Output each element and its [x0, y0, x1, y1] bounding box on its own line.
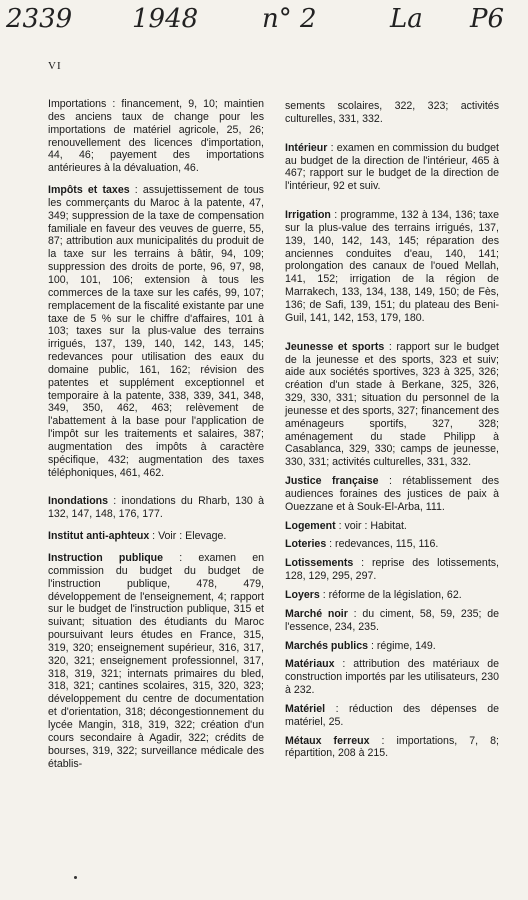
entry-text: : du ciment, 58, 59, 235; de l'essence, 234, 235. — [285, 607, 499, 633]
index-entry — [285, 589, 499, 602]
index-entry — [285, 520, 499, 533]
entry-text: : reprise des lotissements, 128, 129, 295, 297. — [285, 557, 499, 583]
right-column — [285, 100, 499, 766]
left-column — [48, 98, 264, 779]
entry-term: Jeunesse et sports — [285, 340, 385, 353]
entry-term: Lotissements — [285, 557, 354, 570]
entry-text: : réforme de la législation, 62. — [319, 589, 462, 601]
index-entry — [285, 538, 499, 551]
entry-term: Matériaux — [285, 658, 335, 671]
entry-text: : rapport sur le budget de la jeunesse et des sports, 323 et suiv; aide aux sociétés sportives, 323 à 325, 326; création d'un stade à Berkane, 325, 326, 329, 330, 331; situation du personnel de la jeunesse et des sports, 327; financement des aménageurs sportifs, 327, 328; aménagement du stade Philipp à Casablanca, 329, 330; camps de jeunesse, 330, 331; activités culturelles, 331, 332. — [285, 340, 499, 469]
entry-text: : réduction des dépenses de matériel, 25. — [285, 702, 499, 728]
entry-text: : examen en commission du budget du budget de l'instruction publique, 478, 479, développement de l'enseignement, 4; rapport sur le budget de l'instruction publique, 315 et suivant; situation des étudiants du Maroc poursuivant leurs études en France, 315, 319, 320; enseignement supérieur, 316, 317, 320, 321; enseignement professionnel, 317, 318, 319, 321; internats primaires du bled, 318, 321; cantines scolaires, 315, 320, 323; développement du centre de documentation et d'orientation, 318; décongestionnement du lycée Mangin, 318, 319, 322; création d'un cours secondaire à Agadir, 322; crédits de bourses, 319, 322; surveillance médicale des établis- — [48, 552, 264, 770]
entry-term: Intérieur — [285, 141, 328, 154]
entry-text: sements scolaires, 322, 323; activités culturelles, 331, 332. — [285, 100, 499, 125]
entry-text: : rétablissement des audiences foraines des justices de paix à Ouezzane et à Souk-El-Arba, 111. — [285, 475, 499, 513]
entry-text: : régime, 149. — [368, 639, 436, 652]
entry-text: : examen en commission du budget au budget de la direction de l'intérieur, 465 à 467; rapport sur le budget de la direction de l'intérieur, 92 et suiv. — [285, 141, 499, 193]
entry-text: : inondations du Rharb, 130 à 132, 147, 148, 176, 177. — [48, 495, 264, 521]
index-entry — [285, 703, 499, 729]
entry-text: : importations, 7, 8; répartition, 208 à 215. — [285, 734, 499, 760]
entry-text: : attribution des matériaux de construction importés par les utilisateurs, 230 à 232. — [285, 658, 499, 697]
entry-term: Justice française — [285, 475, 379, 488]
page-number: VI — [48, 60, 62, 72]
index-entry — [285, 142, 499, 193]
index-entry — [48, 530, 264, 543]
entry-text: : redevances, 115, 116. — [326, 538, 439, 551]
index-entry — [48, 552, 264, 770]
index-entry — [285, 640, 499, 653]
entry-term: Institut anti-aphteux — [48, 530, 150, 543]
index-entry — [48, 184, 264, 479]
index-entry — [285, 475, 499, 514]
entry-term: Métaux ferreux — [285, 734, 370, 747]
index-entry — [285, 341, 499, 469]
entry-term: Inondations — [48, 495, 109, 508]
handwritten-issue: n° 2 — [262, 4, 317, 34]
entry-term: Instruction publique — [48, 552, 164, 564]
index-entry — [285, 557, 499, 583]
entry-term: Matériel — [285, 702, 326, 715]
index-entry — [285, 735, 499, 761]
handwritten-number: 2339 — [6, 4, 73, 34]
entry-term: Impôts et taxes — [48, 184, 130, 197]
entry-term: Loyers — [285, 589, 320, 601]
entry-term: Loteries — [285, 538, 327, 551]
entry-text: Importations : financement, 9, 10; maintien des anciens taux de change pour les importations de matériel agricole, 25, 26; renouvellement des licences d'importation, 44, 46; payement des importations antérieures à la dévaluation, 46. — [48, 98, 264, 175]
entry-text: : Voir : Elevage. — [149, 530, 227, 543]
handwritten-la: La — [390, 4, 423, 34]
index-entry — [285, 209, 499, 325]
index-entry — [285, 100, 499, 126]
entry-text: : programme, 132 à 134, 136; taxe sur la plus-value des terrains irrigués, 137, 139, 140, 142, 143, 145; réparation des anciennes conduites d'eau, 140, 141; prolongation des canaux de l'oued Mellah, 141, 152; irrigation de la région de Marrakech, 133, 134, 138, 149, 150; de Fès, 136; de Safi, 139, 151; du plateau des Beni-Guil, 141, 142, 153, 179, 180. — [285, 209, 499, 324]
index-entry — [48, 98, 264, 175]
entry-term: Marché noir — [285, 607, 348, 620]
entry-term: Logement — [285, 519, 336, 532]
entry-text: : voir : Habitat. — [335, 519, 407, 532]
index-entry — [48, 495, 264, 521]
entry-text: : assujettissement de tous les commerçants du Maroc à la patente, 47, 349; suppression de la taxe de compensation familiale en faveur des veuves de guerre, 55, 87; attribution aux municipalités du produit de la taxe sur les terrains à bâtir, 94, 109; suppression des droits de porte, 96, 97, 98, 100, 101, 106; extension à tous les commerces de la taxe sur les cafés, 99, 107; remplacement de la fiscalité existante par une taxe de 5 % sur le chiffre d'affaires, 101 à 103; taxes sur la plus-value des terrains irrigués, 137, 139, 140, 142, 143, 145; redevances pour utilisation des eaux du domaine public, 161, 162; révision des patentes et supplément exceptionnel et temporaire à la patente, 338, 339, 341, 348, 349, 350, 462, 463; relèvement de l'abattement à la base pour l'application de l'impôt sur les traitements et salaires, 387; augmentation des impôts à caractère spécifique, 432; augmentation des taxes téléphoniques, 461, 462. — [48, 184, 264, 479]
entry-term: Marchés publics — [285, 639, 369, 652]
index-entry — [285, 608, 499, 634]
handwritten-year: 1948 — [132, 4, 199, 34]
index-entry — [285, 658, 499, 697]
handwritten-ref: P6 — [470, 4, 505, 34]
ink-dot — [74, 876, 77, 879]
entry-term: Irrigation — [285, 209, 331, 222]
